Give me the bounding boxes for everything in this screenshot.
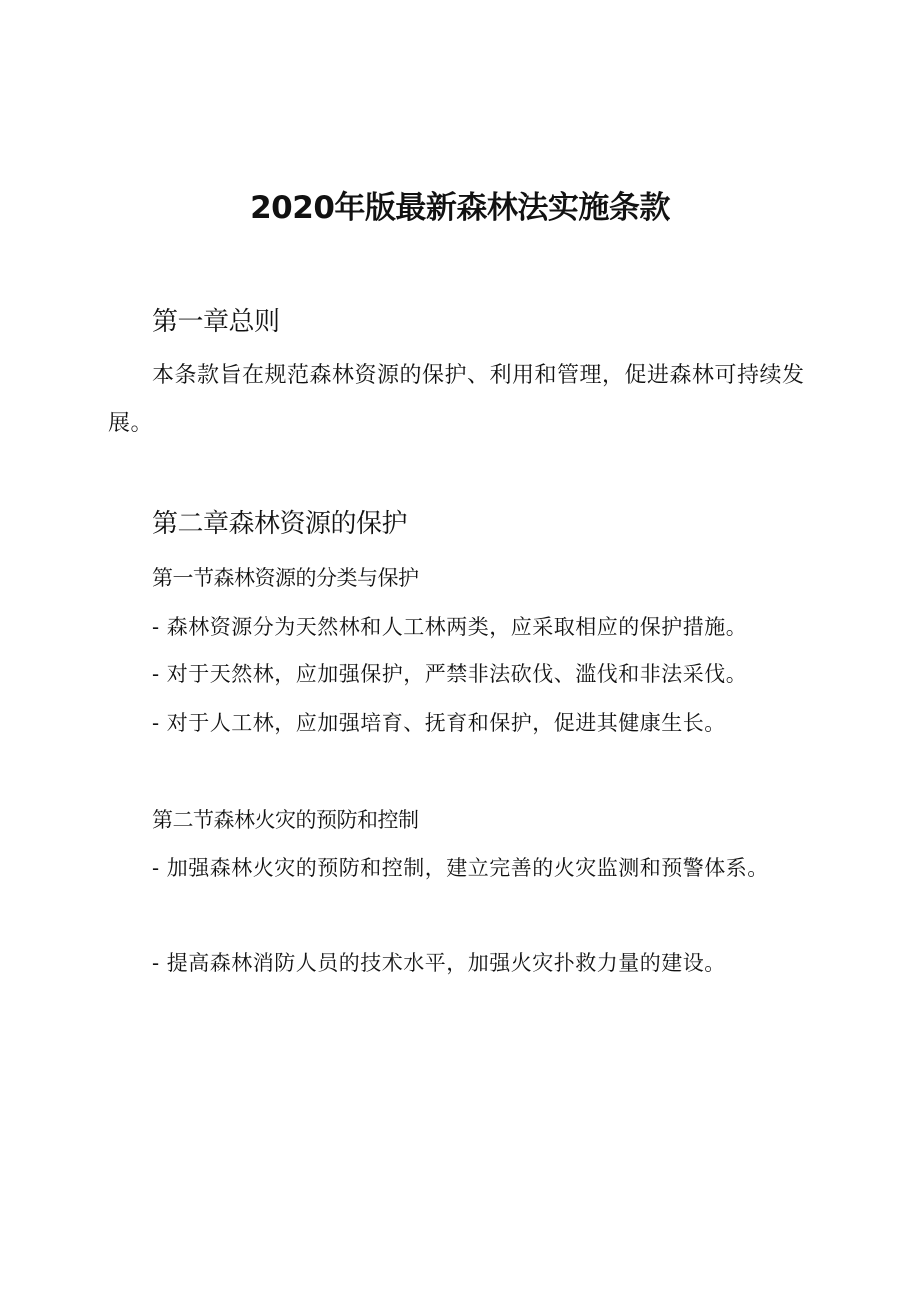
document-title: 2020年版最新森林法实施条款 [250, 190, 670, 226]
chapter-1-paragraph: 本条款旨在规范森林资源的保护、利用和管理，促进森林可持续发展。 [108, 363, 805, 436]
section-2-item-1: - 加强森林火灾的预防和控制，建立完善的火灾监测和预警体系。 [152, 856, 769, 880]
section-1-heading: 第一节森林资源的分类与保护 [152, 566, 419, 590]
section-1-item-2: - 对于天然林，应加强保护，严禁非法砍伐、滥伐和非法采伐。 [152, 662, 748, 686]
section-1-item-3: - 对于人工林，应加强培育、抚育和保护，促进其健康生长。 [152, 711, 726, 735]
chapter-2-heading: 第二章森林资源的保护 [152, 509, 408, 539]
section-2-item-2: - 提高森林消防人员的技术水平，加强火灾扑救力量的建设。 [152, 951, 726, 975]
chapter-1-heading: 第一章总则 [152, 307, 280, 337]
section-2-heading: 第二节森林火灾的预防和控制 [152, 808, 419, 832]
section-1-item-1: - 森林资源分为天然林和人工林两类，应采取相应的保护措施。 [152, 615, 748, 639]
